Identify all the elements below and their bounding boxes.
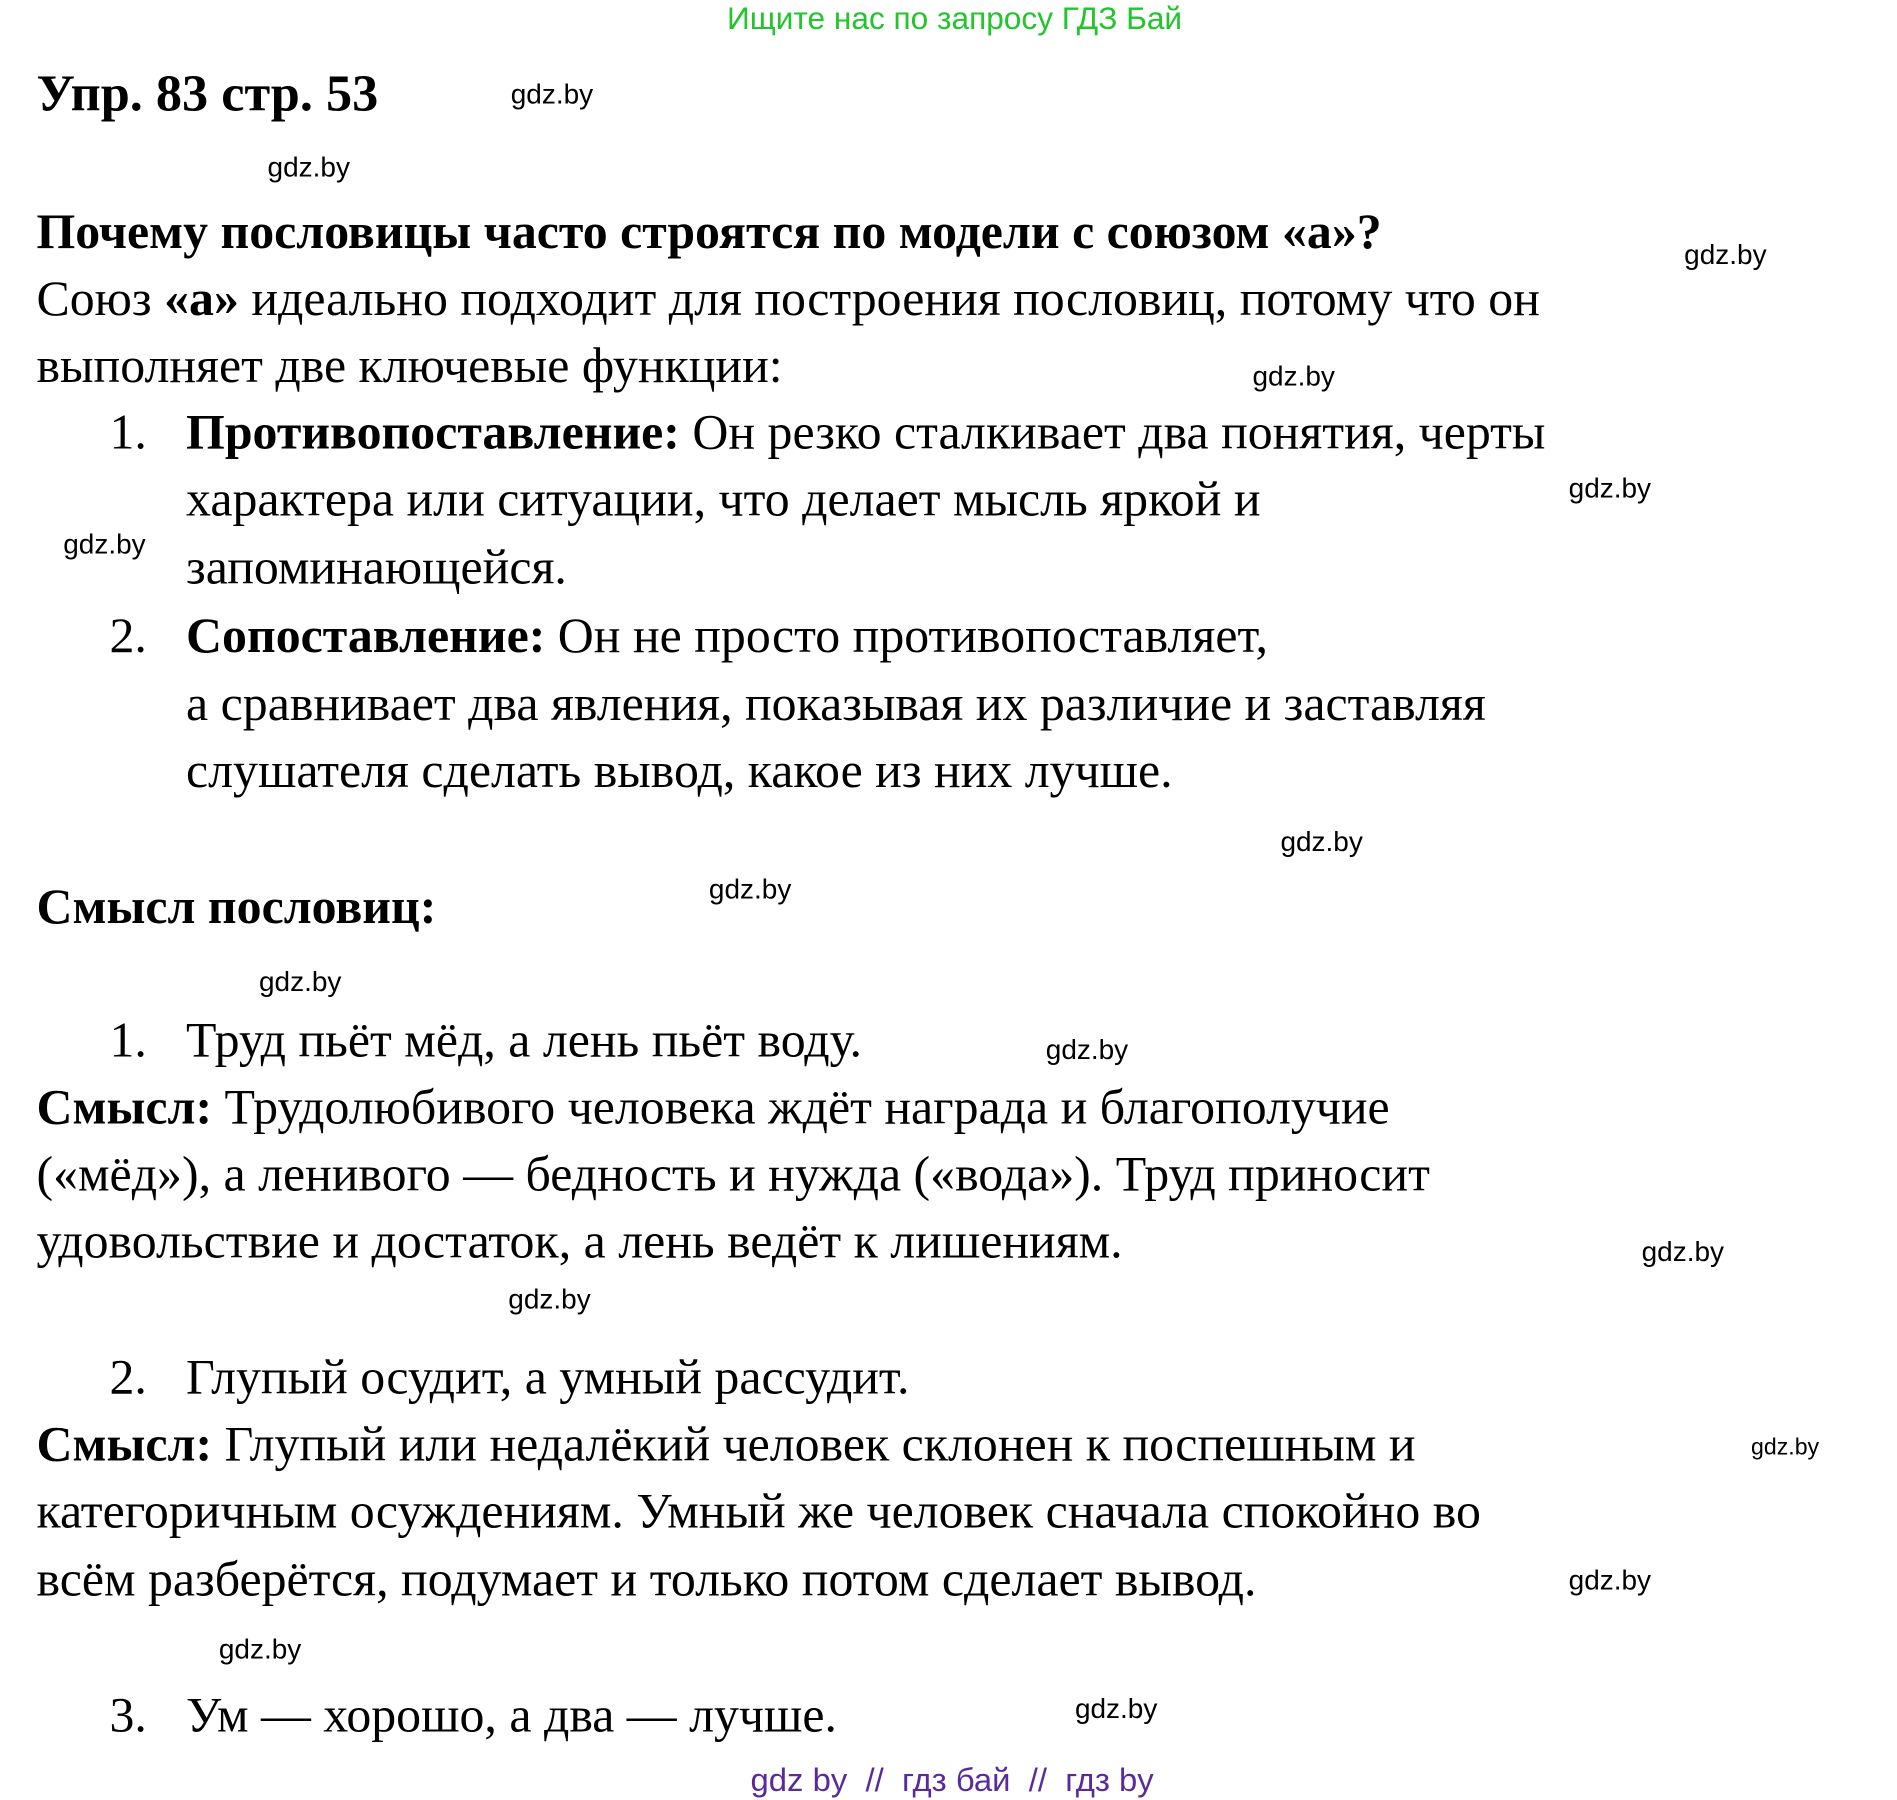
watermark: gdz.by — [1280, 825, 1363, 858]
function-text: Он не просто противопоставляет, — [545, 606, 1268, 663]
function-1-line-1 — [186, 405, 1545, 459]
intro-line-2: выполняет две ключевые функции: — [36, 336, 783, 393]
proverb-2: Глупый осудит, а умный рассудит. — [186, 1348, 910, 1405]
proverb-2-meaning-line-2: категоричным осуждениям. Умный же человек сначала спокойно во — [36, 1482, 1481, 1539]
watermark: gdz.by — [1074, 1692, 1158, 1725]
function-1-line-2: характера или ситуации, что делает мысль яркой и — [186, 470, 1261, 527]
intro-text: идеально подходит для построения пословиц, потому что он — [238, 269, 1540, 326]
watermark: gdz.by — [1684, 238, 1767, 270]
proverb-3: Ум — хорошо, а два — лучше. — [186, 1686, 837, 1743]
meaning-text: Трудолюбивого человека ждёт награда и благополучие — [212, 1078, 1390, 1135]
function-2-line-2: а сравнивает два явления, показывая их различие и заставляя — [186, 674, 1486, 731]
exercise-title: Упр. 83 стр. 53 — [36, 65, 379, 123]
watermark: gdz.by — [1568, 1563, 1652, 1596]
list-number: 2. — [109, 1348, 147, 1405]
function-2-line-1 — [186, 608, 1268, 662]
conjunction-a: «а» — [164, 269, 239, 326]
watermark: gdz.by — [1641, 1235, 1725, 1268]
meanings-heading: Смысл пословиц: — [36, 877, 437, 934]
list-number: 1. — [109, 1011, 147, 1068]
proverb-1-meaning-line-1 — [36, 1080, 1389, 1134]
search-banner: Ищите нас по запросу ГДЗ Бай — [727, 0, 1183, 37]
question-heading: Почему пословицы часто строятся по модели с союзом «а»? — [36, 203, 1382, 260]
function-text: Он резко сталкивает два понятия, черты — [679, 403, 1546, 460]
watermark: gdz.by — [1045, 1033, 1129, 1066]
watermark: gdz.by — [218, 1633, 302, 1665]
function-term: Сопоставление: — [186, 606, 546, 663]
meaning-label: Смысл: — [36, 1078, 213, 1135]
proverb-2-meaning-line-1 — [36, 1417, 1415, 1471]
watermark: gdz.by — [63, 527, 146, 560]
watermark: gdz.by — [508, 1282, 591, 1315]
intro-text: Союз — [36, 269, 165, 326]
function-1-line-3: запоминающейся. — [186, 538, 567, 595]
meaning-label: Смысл: — [36, 1415, 213, 1472]
footer-links: gdz by // гдз бай // гдз by — [750, 1761, 1154, 1799]
watermark: gdz.by — [259, 965, 342, 998]
watermark: gdz.by — [1751, 1434, 1820, 1461]
list-number: 1. — [109, 403, 147, 460]
watermark: gdz.by — [1252, 359, 1335, 392]
function-2-line-3: слушателя сделать вывод, какое из них лучше. — [186, 741, 1173, 798]
proverb-2-meaning-line-3: всём разберётся, подумает и только потом сделает вывод. — [36, 1550, 1257, 1607]
proverb-1-meaning-line-2: («мёд»), а ленивого — бедность и нужда («вода»). Труд приносит — [36, 1145, 1430, 1202]
proverb-1-meaning-line-3: удовольствие и достаток, а лень ведёт к лишениям. — [36, 1212, 1123, 1269]
watermark: gdz.by — [510, 77, 594, 110]
watermark: gdz.by — [267, 150, 350, 183]
watermark: gdz.by — [708, 873, 792, 905]
meaning-text: Глупый или недалёкий человек склонен к поспешным и — [212, 1415, 1416, 1472]
watermark: gdz.by — [1568, 471, 1652, 504]
list-number: 2. — [109, 606, 147, 663]
intro-line-1 — [36, 271, 1539, 325]
proverb-1: Труд пьёт мёд, а лень пьёт воду. — [186, 1011, 863, 1068]
list-number: 3. — [109, 1686, 147, 1743]
function-term: Противопоставление: — [186, 403, 680, 460]
